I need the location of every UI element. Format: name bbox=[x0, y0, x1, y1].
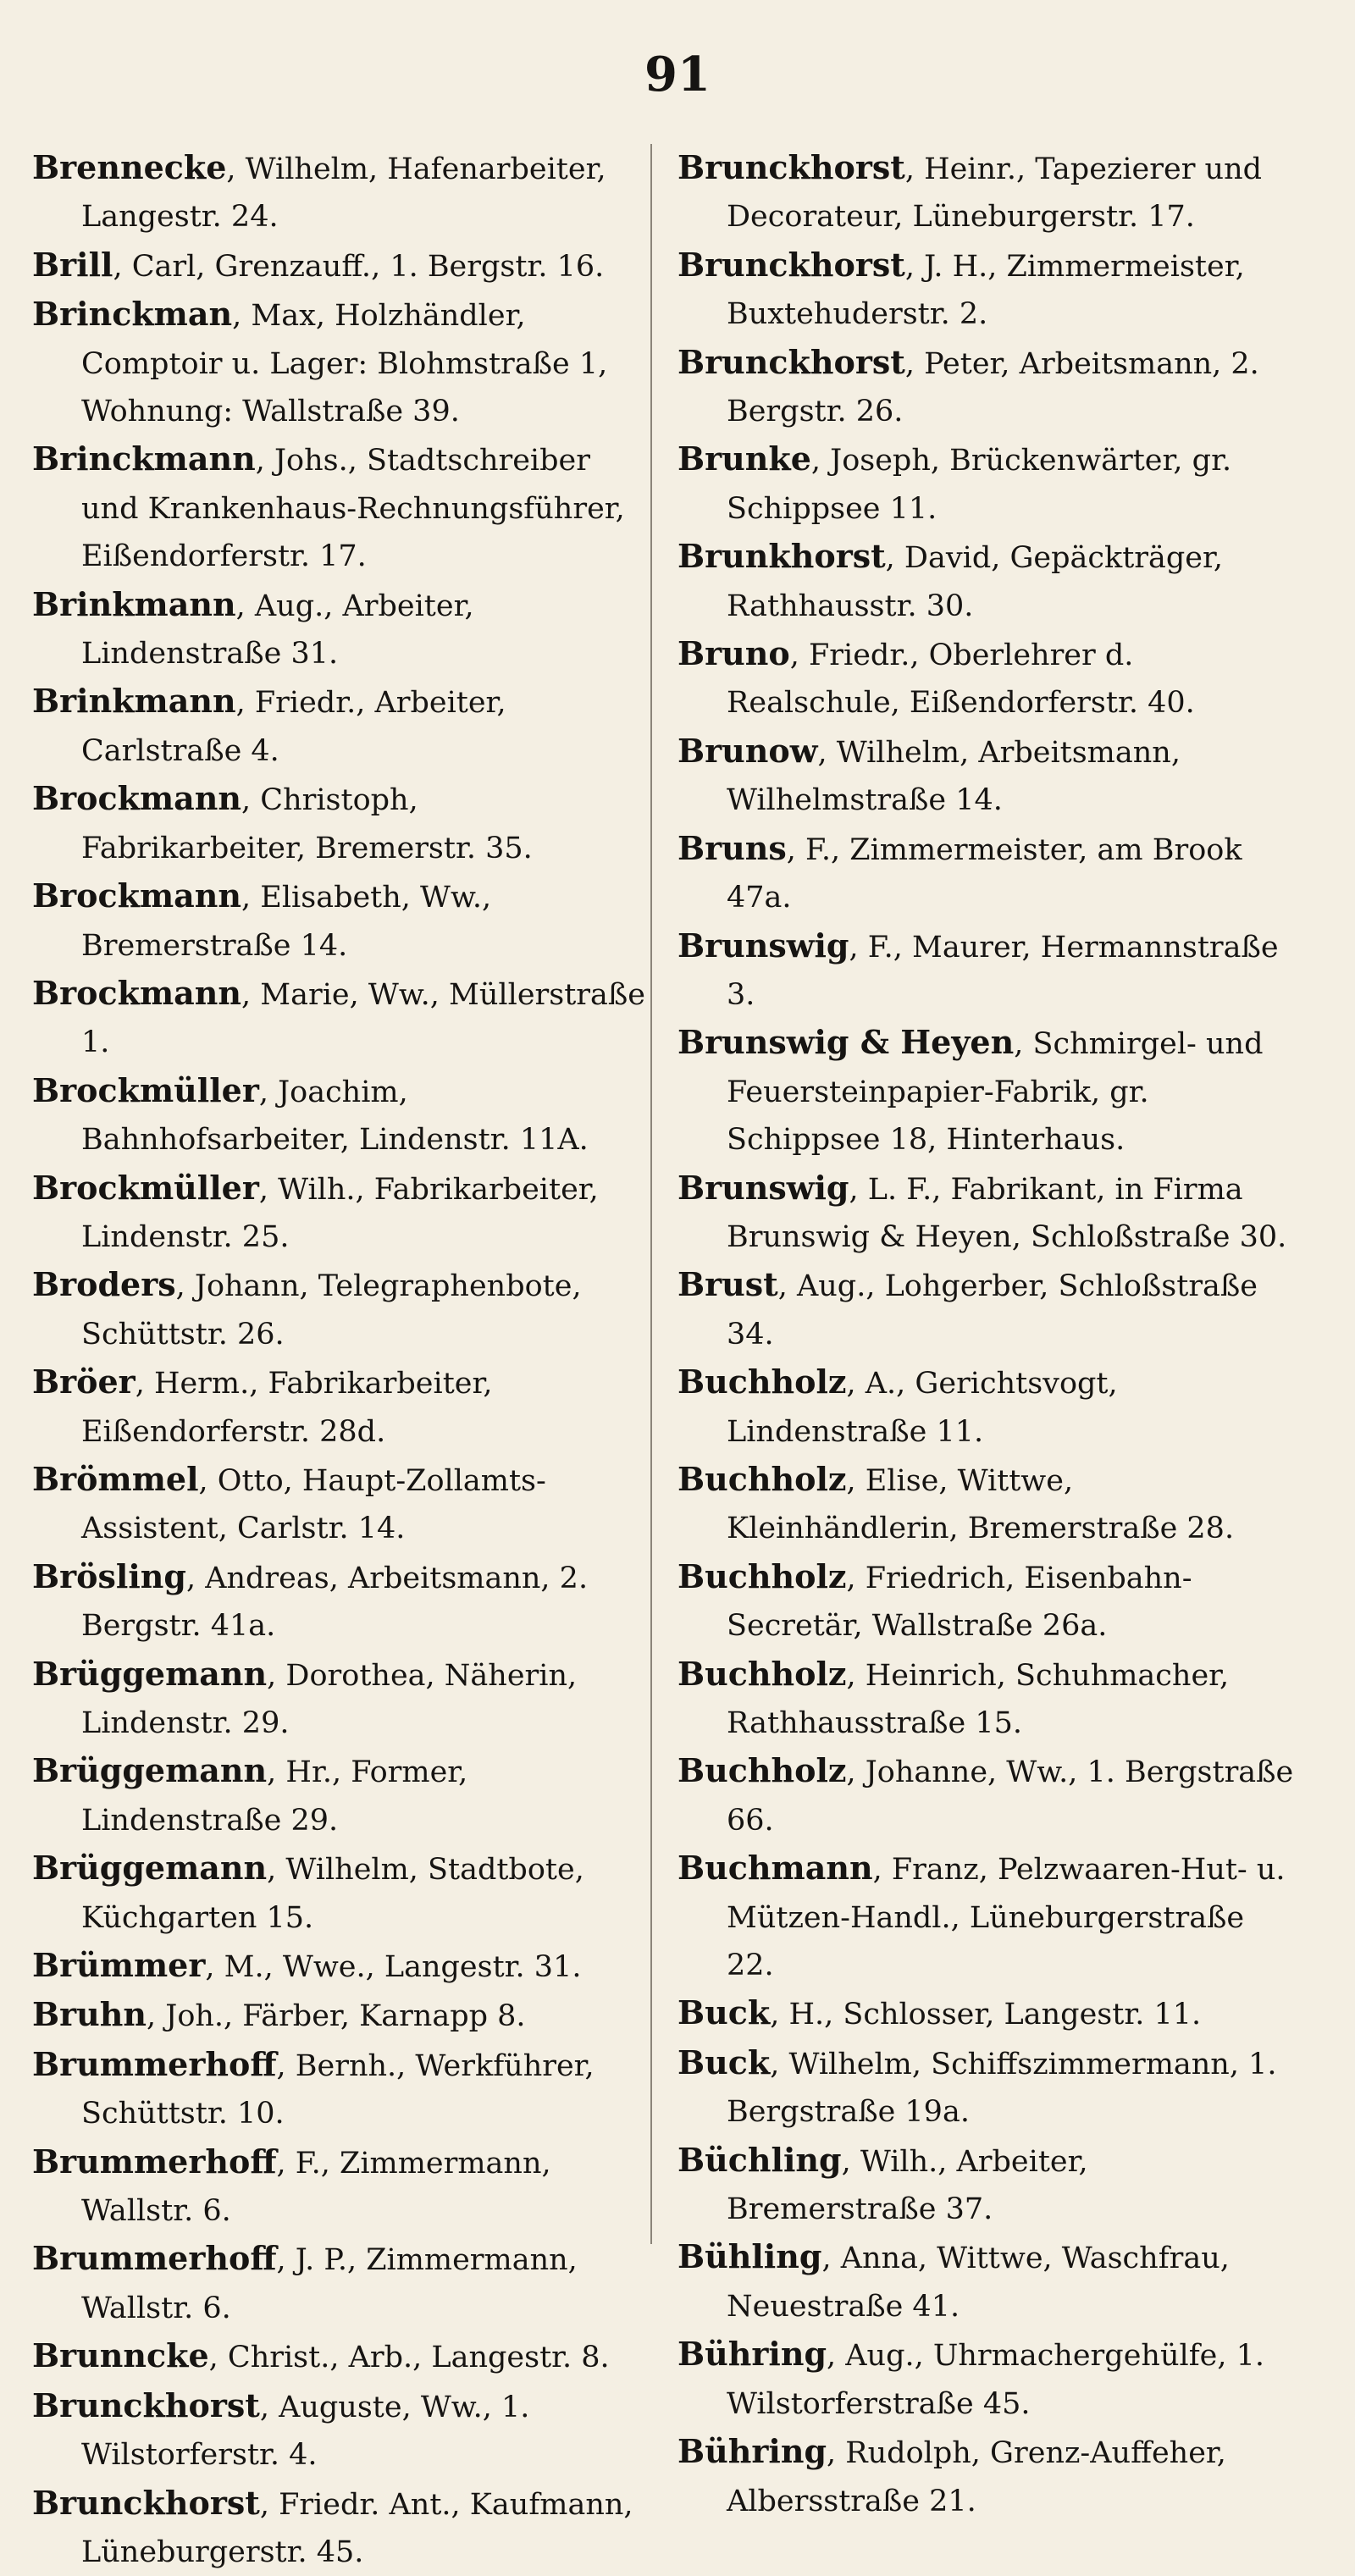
entry-surname: Brüggemann bbox=[32, 1655, 267, 1693]
directory-entry bbox=[32, 1747, 650, 1844]
directory-entry bbox=[678, 1553, 1296, 1650]
directory-entry bbox=[678, 2039, 1296, 2137]
entry-details: , Joh., Färber, Karnapp 8. bbox=[147, 1999, 526, 2033]
entry-surname: Brunckhorst bbox=[678, 246, 905, 284]
entry-details: , M., Wwe., Langestr. 31. bbox=[205, 1950, 581, 1984]
directory-entry bbox=[32, 775, 650, 872]
entry-details: , Herm., Fabrikarbeiter, Eißendorferstr. 28d. bbox=[81, 1367, 492, 1448]
column-divider bbox=[650, 144, 652, 2244]
entry-surname: Brunckhorst bbox=[32, 2484, 260, 2522]
entry-details: , Carl, Grenzauff., 1. Bergstr. 16. bbox=[113, 250, 604, 284]
entry-details: , Elise, Wittwe, Kleinhändlerin, Bremerstraße 28. bbox=[727, 1464, 1234, 1545]
directory-entry bbox=[678, 435, 1296, 533]
entry-surname: Bühling bbox=[678, 2237, 821, 2275]
entry-details: , Friedr., Arbeiter, Carlstraße 4. bbox=[81, 686, 506, 767]
entry-details: , Dorothea, Näherin, Lindenstr. 29. bbox=[81, 1659, 577, 1740]
entry-details: , Christoph, Fabrikarbeiter, Bremerstr. 35. bbox=[81, 783, 533, 865]
entry-details: , Hr., Former, Lindenstraße 29. bbox=[81, 1755, 467, 1837]
entry-surname: Brunckhorst bbox=[678, 148, 905, 186]
entry-surname: Bruns bbox=[678, 829, 787, 867]
entry-surname: Brust bbox=[678, 1265, 778, 1303]
entry-details: , Andreas, Arbeitsmann, 2. Bergstr. 41a. bbox=[81, 1562, 588, 1643]
entry-surname: Broders bbox=[32, 1265, 176, 1303]
entry-surname: Buchholz bbox=[678, 1655, 847, 1693]
entry-surname: Bröer bbox=[32, 1363, 136, 1401]
entry-details: , Friedr., Oberlehrer d. Realschule, Eißendorferstr. 40. bbox=[727, 638, 1195, 720]
entry-details: , Peter, Arbeitsmann, 2. Bergstr. 26. bbox=[727, 347, 1259, 428]
entry-surname: Brockmüller bbox=[32, 1071, 259, 1109]
entry-details: , Elisabeth, Ww., Bremerstraße 14. bbox=[81, 881, 491, 962]
entry-details: , Wilhelm, Hafenarbeiter, Langestr. 24. bbox=[81, 152, 606, 234]
entry-details: , F., Zimmermann, Wallstr. 6. bbox=[81, 2147, 551, 2228]
directory-entry bbox=[678, 630, 1296, 727]
entry-surname: Bruno bbox=[678, 634, 790, 672]
entry-details: , Max, Holzhändler, Comptoir u. Lager: Blohmstraße 1, Wohnung: Wallstraße 39. bbox=[81, 299, 607, 428]
directory-entry bbox=[678, 1164, 1296, 1262]
entry-details: , Christ., Arb., Langestr. 8. bbox=[209, 2341, 610, 2374]
entry-surname: Brockmann bbox=[32, 974, 241, 1012]
entry-details: , Auguste, Ww., 1. Wilstorferstr. 4. bbox=[81, 2391, 529, 2472]
entry-details: , L. F., Fabrikant, in Firma Brunswig & Heyen, Schloßstraße 30. bbox=[727, 1173, 1286, 1254]
directory-entry bbox=[32, 1844, 650, 1942]
directory-entry bbox=[678, 922, 1296, 1020]
directory-entry bbox=[32, 2382, 650, 2479]
entry-details: , Johs., Stadtschreiber und Krankenhaus-Rechnungsführer, Eißendorferstr. 17. bbox=[81, 444, 625, 573]
directory-entry bbox=[678, 1989, 1296, 2038]
directory-entry bbox=[678, 2233, 1296, 2330]
entry-details: , Heinrich, Schuhmacher, Rathhausstraße 15. bbox=[727, 1659, 1229, 1740]
entry-surname: Brunow bbox=[678, 732, 817, 770]
entry-details: , Franz, Pelzwaaren-Hut- u. Mützen-Handl., Lüneburgerstraße 22. bbox=[727, 1853, 1286, 1982]
entry-details: , F., Zimmermeister, am Brook 47a. bbox=[727, 833, 1242, 915]
entry-details: , Friedrich, Eisenbahn-Secretär, Wallstraße 26a. bbox=[727, 1562, 1192, 1643]
directory-entry bbox=[32, 1067, 650, 1164]
directory-entry bbox=[32, 677, 650, 775]
directory-entry bbox=[678, 241, 1296, 339]
entry-surname: Brockmann bbox=[32, 876, 241, 915]
entry-details: , Aug., Lohgerber, Schloßstraße 34. bbox=[727, 1269, 1258, 1351]
directory-entry bbox=[32, 290, 650, 435]
entry-surname: Brüggemann bbox=[32, 1751, 267, 1789]
directory-entry bbox=[32, 1991, 650, 2040]
directory-entry bbox=[678, 1650, 1296, 1748]
directory-entry bbox=[678, 825, 1296, 922]
entry-details: , Bernh., Werkführer, Schüttstr. 10. bbox=[81, 2049, 595, 2131]
entry-details: , Anna, Wittwe, Waschfrau, Neuestraße 41. bbox=[727, 2242, 1230, 2323]
entry-details: , Aug., Arbeiter, Lindenstraße 31. bbox=[81, 589, 474, 671]
entry-details: , Schmirgel- und Feuersteinpapier-Fabrik, gr. Schippsee 18, Hinterhaus. bbox=[727, 1027, 1264, 1157]
entry-details: , Rudolph, Grenz-Auffeher, Albersstraße 21. bbox=[727, 2436, 1226, 2518]
entry-surname: Brunswig bbox=[678, 926, 849, 965]
directory-entry bbox=[32, 1553, 650, 1650]
directory-entry bbox=[678, 144, 1296, 241]
entry-surname: Buchholz bbox=[678, 1460, 847, 1498]
entry-surname: Brunswig bbox=[678, 1169, 849, 1207]
entry-surname: Brummerhoff bbox=[32, 2142, 277, 2181]
entry-details: , David, Gepäckträger, Rathhausstr. 30. bbox=[727, 541, 1223, 622]
entry-surname: Brill bbox=[32, 246, 113, 284]
entry-surname: Buchmann bbox=[678, 1849, 873, 1887]
entry-details: , A., Gerichtsvogt, Lindenstraße 11. bbox=[727, 1367, 1118, 1448]
entry-details: , Wilh., Fabrikarbeiter, Lindenstr. 25. bbox=[81, 1173, 599, 1254]
entry-surname: Brinkmann bbox=[32, 682, 236, 720]
directory-entry bbox=[678, 1358, 1296, 1456]
entry-details: , Johann, Telegraphenbote, Schüttstr. 26. bbox=[81, 1269, 582, 1351]
entry-surname: Brinckman bbox=[32, 295, 232, 333]
entry-surname: Büchling bbox=[678, 2141, 842, 2179]
directory-entry bbox=[32, 2332, 650, 2381]
entry-surname: Brunke bbox=[678, 439, 811, 478]
directory-entry bbox=[32, 970, 650, 1067]
entry-details: , Otto, Haupt-Zollamts-Assistent, Carlstr. 14. bbox=[81, 1464, 546, 1545]
entry-surname: Brunkhorst bbox=[678, 537, 886, 575]
right-column bbox=[678, 144, 1296, 2525]
directory-entry bbox=[32, 1456, 650, 1553]
entry-details: , H., Schlosser, Langestr. 11. bbox=[770, 1998, 1201, 2032]
directory-entry bbox=[32, 581, 650, 678]
entry-surname: Buchholz bbox=[678, 1363, 847, 1401]
directory-entry bbox=[32, 872, 650, 970]
directory-entry bbox=[32, 1650, 650, 1748]
entry-surname: Brunckhorst bbox=[678, 343, 905, 381]
directory-entry bbox=[32, 2041, 650, 2138]
entry-surname: Brummerhoff bbox=[32, 2045, 277, 2083]
entry-details: , Joseph, Brückenwärter, gr. Schippsee 11. bbox=[727, 444, 1231, 525]
entry-surname: Buchholz bbox=[678, 1557, 847, 1595]
entry-details: , Aug., Uhrmachergehülfe, 1. Wilstorferstraße 45. bbox=[727, 2339, 1264, 2420]
entry-surname: Brunswig & Heyen bbox=[678, 1023, 1014, 1061]
entry-details: , Wilhelm, Stadtbote, Küchgarten 15. bbox=[81, 1853, 584, 1934]
entry-surname: Brunncke bbox=[32, 2336, 209, 2374]
entry-surname: Brinckmann bbox=[32, 439, 256, 478]
page-number: 91 bbox=[0, 47, 1355, 102]
directory-entry bbox=[678, 2330, 1296, 2428]
left-column bbox=[32, 144, 650, 2576]
directory-entry bbox=[32, 144, 650, 241]
entry-surname: Brennecke bbox=[32, 148, 226, 186]
entry-surname: Brinkmann bbox=[32, 585, 236, 623]
entry-surname: Buck bbox=[678, 2043, 770, 2081]
directory-entry bbox=[678, 1844, 1296, 1989]
directory-entry bbox=[678, 339, 1296, 436]
directory-entry bbox=[32, 1358, 650, 1456]
entry-surname: Brümmer bbox=[32, 1946, 205, 1984]
directory-entry bbox=[32, 241, 650, 290]
directory-entry bbox=[678, 1261, 1296, 1358]
entry-surname: Bruhn bbox=[32, 1995, 147, 2033]
entry-details: , J. H., Zimmermeister, Buxtehuderstr. 2. bbox=[727, 250, 1245, 331]
directory-entry bbox=[32, 1164, 650, 1262]
directory-entry bbox=[678, 533, 1296, 630]
directory-entry bbox=[32, 435, 650, 580]
directory-entry bbox=[32, 2479, 650, 2576]
entry-surname: Brummerhoff bbox=[32, 2239, 277, 2277]
entry-surname: Brüggemann bbox=[32, 1849, 267, 1887]
entry-surname: Brunckhorst bbox=[32, 2386, 260, 2424]
directory-entry bbox=[32, 2138, 650, 2236]
entry-surname: Bühring bbox=[678, 2335, 827, 2373]
entry-details: , Wilhelm, Schiffszimmermann, 1. Bergstraße 19a. bbox=[727, 2048, 1276, 2129]
entry-surname: Brösling bbox=[32, 1557, 186, 1595]
directory-entry bbox=[32, 1942, 650, 1991]
entry-surname: Buck bbox=[678, 1993, 770, 2032]
directory-entry bbox=[32, 1261, 650, 1358]
entry-details: , Wilh., Arbeiter, Bremerstraße 37. bbox=[727, 2145, 1088, 2226]
entry-surname: Buchholz bbox=[678, 1751, 847, 1789]
entry-details: , Wilhelm, Arbeitsmann, Wilhelmstraße 14. bbox=[727, 736, 1181, 817]
directory-entry bbox=[678, 2137, 1296, 2234]
directory-entry bbox=[678, 727, 1296, 825]
entry-surname: Brömmel bbox=[32, 1460, 199, 1498]
directory-entry bbox=[32, 2235, 650, 2332]
entry-details: , Marie, Ww., Müllerstraße 1. bbox=[81, 978, 645, 1059]
entry-details: , Heinr., Tapezierer und Decorateur, Lüneburgerstr. 17. bbox=[727, 152, 1262, 234]
entry-surname: Brockmüller bbox=[32, 1169, 259, 1207]
entry-details: , Johanne, Ww., 1. Bergstraße 66. bbox=[727, 1755, 1293, 1837]
entry-surname: Brockmann bbox=[32, 779, 241, 817]
entry-details: , F., Maurer, Hermannstraße 3. bbox=[727, 931, 1279, 1012]
entry-details: , J. P., Zimmermann, Wallstr. 6. bbox=[81, 2243, 578, 2324]
directory-entry bbox=[678, 1747, 1296, 1844]
entry-surname: Bühring bbox=[678, 2432, 827, 2470]
entry-details: , Friedr. Ant., Kaufmann, Lüneburgerstr. 45. bbox=[81, 2488, 633, 2569]
entry-details: , Joachim, Bahnhofsarbeiter, Lindenstr. 11A. bbox=[81, 1075, 589, 1157]
directory-entry bbox=[678, 1019, 1296, 1164]
directory-entry bbox=[678, 1456, 1296, 1553]
directory-entry bbox=[678, 2428, 1296, 2525]
